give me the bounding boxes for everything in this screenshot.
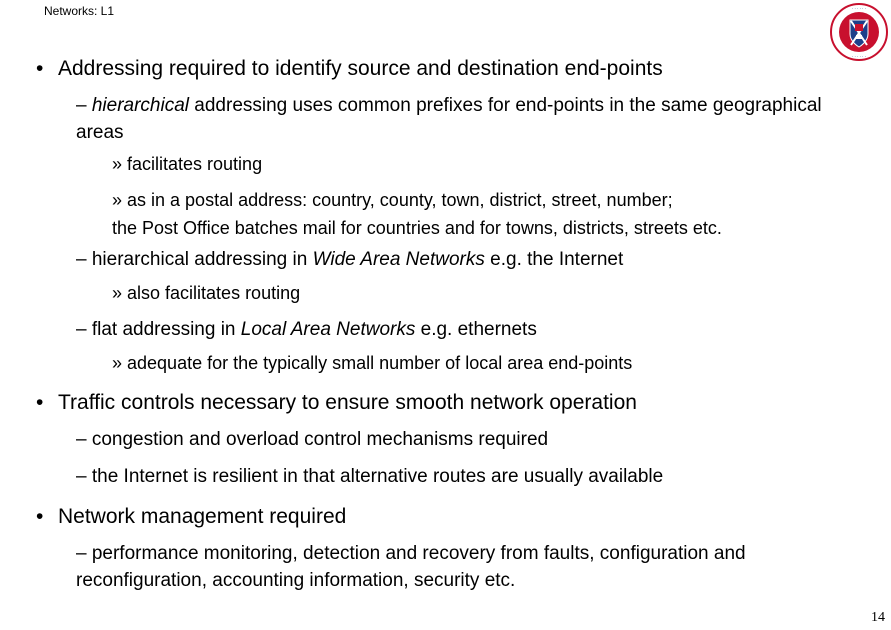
- sub-text: – hierarchical addressing in: [76, 249, 313, 270]
- sub-text: e.g. ethernets: [415, 319, 537, 340]
- emphasis-lan: Local Area Networks: [240, 319, 416, 340]
- bullet-text: Network management required: [58, 505, 347, 528]
- sub-hierarchical-addressing: [76, 92, 836, 146]
- slide-header: Networks: L1: [44, 4, 115, 18]
- sub-text: addressing uses common prefixes for end-points in the same geographical areas: [76, 95, 822, 143]
- bullet-text: Traffic controls necessary to ensure smooth network operation: [58, 391, 637, 414]
- bullet-marker: •: [36, 505, 44, 528]
- subsub-postal-address: [112, 186, 722, 242]
- sub-text: e.g. the Internet: [484, 249, 624, 270]
- subsub-also-facilitates-routing: » also facilitates routing: [112, 283, 301, 303]
- sub-lan-addressing: [76, 316, 537, 343]
- postal-line-2: the Post Office batches mail for countries and for towns, districts, streets etc.: [112, 218, 722, 238]
- sub-performance-monitoring: – performance monitoring, detection and recovery from faults, configuration and reconfiguration, accounting information, security etc.: [76, 543, 746, 591]
- sub-wan-addressing: [76, 246, 623, 273]
- emphasis-hierarchical: hierarchical: [91, 95, 190, 116]
- emphasis-wan: Wide Area Networks: [312, 249, 485, 270]
- bullet-text: Addressing required to identify source and destination end-points: [58, 57, 663, 80]
- page-number: 14: [871, 610, 885, 625]
- bullet-network-management: [36, 504, 346, 530]
- bullet-addressing: [36, 56, 663, 82]
- sub-internet-resilient: – the Internet is resilient in that alternative routes are usually available: [76, 466, 664, 487]
- postal-line-1: » as in a postal address: country, county, town, district, street, number;: [112, 190, 673, 210]
- bullet-traffic-controls: [36, 390, 637, 416]
- svg-text:· · · · · ·: · · · · · ·: [852, 6, 866, 11]
- subsub-facilitates-routing: » facilitates routing: [112, 154, 263, 174]
- bullet-marker: •: [36, 391, 44, 414]
- subsub-adequate: » adequate for the typically small number of local area end-points: [112, 353, 633, 373]
- sub-text: – flat addressing in: [76, 319, 241, 340]
- sub-congestion-control: – congestion and overload control mechanisms required: [76, 429, 549, 450]
- svg-text:· · · · · ·: · · · · · ·: [852, 54, 866, 59]
- bullet-marker: •: [36, 57, 44, 80]
- dash: –: [76, 95, 92, 116]
